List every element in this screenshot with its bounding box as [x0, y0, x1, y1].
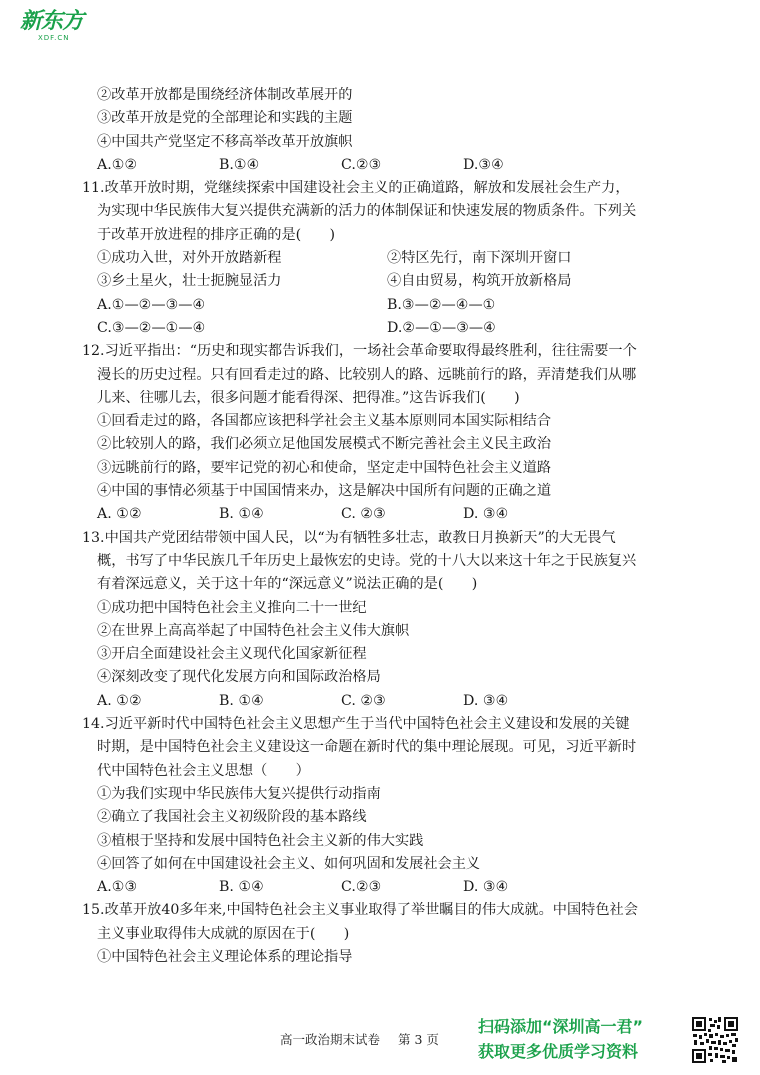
question-15: [82, 899, 697, 969]
q11-stem-line: 为实现中华民族伟大复兴提供充满新的活力的体制保证和快速发展的物质条件。下列关: [97, 203, 637, 220]
q11-stem-line: 于改革开放进程的排序正确的是( ): [97, 226, 336, 243]
q10-option-b: B.①④: [219, 156, 260, 173]
qr-code-icon[interactable]: [691, 1016, 739, 1064]
q11-items-row: [97, 270, 697, 293]
q14-stem-line: 14.习近平新时代中国特色社会主义思想产生于当代中国特色社会主义建设和发展的关键: [82, 716, 630, 733]
q11-options-row: [97, 317, 697, 340]
footer-title: 高一政治期末试卷: [280, 1032, 381, 1047]
question-11: [82, 177, 697, 340]
q11-options-row: [97, 294, 697, 317]
question-14: [82, 713, 697, 899]
q12-stem-line: 12.习近平指出：“历史和现实都告诉我们，一场社会革命要取得最终胜利，往往需要一个: [82, 343, 637, 360]
q14-option-c: C.②③: [341, 879, 382, 896]
q12-option-d: D. ③④: [463, 506, 509, 523]
footer-page-number: 第 3 页: [398, 1032, 439, 1047]
xdf-logo: [20, 10, 84, 44]
q10-item-4: ④中国共产党坚定不移高举改革开放旗帜: [97, 133, 353, 150]
q11-item-1: ①成功入世，对外开放踏新程: [97, 250, 282, 267]
q14-stem-line: 时期，是中国特色社会主义建设这一命题在新时代的集中理论展现。可见，习近平新时: [97, 739, 637, 756]
q13-option-a: A. ①②: [97, 692, 142, 709]
q14-option-d: D. ③④: [463, 879, 509, 896]
q13-stem-line: 13.中国共产党团结带领中国人民，以“为有牺牲多壮志，敢教日月换新天”的大无畏气: [82, 529, 616, 546]
q10-option-c: C.②③: [341, 156, 382, 173]
q13-options: [97, 690, 697, 713]
q14-stem-line: 代中国特色社会主义思想（ ）: [97, 762, 310, 779]
question-content: [82, 84, 697, 969]
q14-options: [97, 876, 697, 899]
page-footer: [280, 1030, 453, 1048]
q10-options: [97, 154, 697, 177]
q13-item-2: ②在世界上高高举起了中国特色社会主义伟大旗帜: [97, 622, 410, 639]
promo-line-1: 扫码添加“深圳高一君”: [478, 1017, 644, 1036]
promo-banner: [478, 1014, 688, 1064]
q12-options: [97, 503, 697, 526]
q11-items-row: [97, 247, 697, 270]
q15-stem-line: 15.改革开放40多年来,中国特色社会主义事业取得了举世瞩目的伟大成就。中国特色社会: [82, 902, 638, 919]
question-10-tail: [97, 84, 697, 177]
q13-stem-line: 有着深远意义，关于这十年的“深远意义”说法正确的是( ): [97, 576, 478, 593]
q12-stem-line: 漫长的历史过程。只有回看走过的路、比较别人的路、远眺前行的路，弄清楚我们从哪: [97, 366, 637, 383]
promo-line-2: 获取更多优质学习资料: [478, 1042, 639, 1061]
q12-option-c: C. ②③: [341, 506, 386, 523]
q12-option-b: B. ①④: [219, 506, 264, 523]
q14-item-4: ④回答了如何在中国建设社会主义、如何巩固和发展社会主义: [97, 855, 481, 872]
q13-option-d: D. ③④: [463, 692, 509, 709]
q11-item-2: ②特区先行，南下深圳开窗口: [387, 250, 572, 267]
q14-item-3: ③植根于坚持和发展中国特色社会主义新的伟大实践: [97, 832, 424, 849]
q14-item-2: ②确立了我国社会主义初级阶段的基本路线: [97, 809, 367, 826]
q11-stem-line: 11.改革开放时期，党继续探索中国建设社会主义的正确道路，解放和发展社会生产力，: [82, 180, 630, 197]
q11-item-3: ③乡土星火，壮士扼腕显活力: [97, 273, 282, 290]
q13-item-3: ③开启全面建设社会主义现代化国家新征程: [97, 646, 367, 663]
q13-item-4: ④深刻改变了现代化发展方向和国际政治格局: [97, 669, 381, 686]
q15-item-1: ①中国特色社会主义理论体系的理论指导: [97, 948, 353, 965]
q12-item-3: ③远眺前行的路，要牢记党的初心和使命，坚定走中国特色社会主义道路: [97, 459, 552, 476]
q13-item-1: ①成功把中国特色社会主义推向二十一世纪: [97, 599, 367, 616]
q11-option-d: D.②—①—③—④: [387, 319, 496, 336]
q10-option-d: D.③④: [463, 156, 504, 173]
q11-option-b: B.③—②—④—①: [387, 296, 496, 313]
q11-item-4: ④自由贸易，构筑开放新格局: [387, 273, 572, 290]
logo-text: 新东方: [20, 9, 84, 34]
q10-item-3: ③改革开放是党的全部理论和实践的主题: [97, 110, 353, 127]
q12-item-1: ①回看走过的路，各国都应该把科学社会主义基本原则同本国实际相结合: [97, 413, 552, 430]
q10-item-2: ②改革开放都是围绕经济体制改革展开的: [97, 87, 353, 103]
q11-option-c: C.③—②—①—④: [97, 319, 206, 336]
q13-stem-line: 概，书写了中华民族几千年历史上最恢宏的史诗。党的十八大以来这十年之于民族复兴: [97, 552, 637, 569]
q12-item-4: ④中国的事情必须基于中国国情来办，这是解决中国所有问题的正确之道: [97, 483, 552, 500]
q11-option-a: A.①—②—③—④: [97, 296, 206, 313]
logo-sub: XDF.CN: [38, 34, 70, 42]
q12-item-2: ②比较别人的路，我们必须立足他国发展模式不断完善社会主义民主政治: [97, 436, 552, 453]
q12-option-a: A. ①②: [97, 506, 142, 523]
q14-option-a: A.①③: [97, 879, 138, 896]
question-12: [82, 340, 697, 526]
q14-item-1: ①为我们实现中华民族伟大复兴提供行动指南: [97, 785, 381, 802]
q12-stem-line: 儿来、往哪儿去，很多问题才能看得深、把得准。”这告诉我们( ): [97, 389, 520, 406]
question-13: [82, 527, 697, 713]
q14-option-b: B. ①④: [219, 879, 264, 896]
q13-option-c: C. ②③: [341, 692, 386, 709]
q10-option-a: A.①②: [97, 156, 138, 173]
q13-option-b: B. ①④: [219, 692, 264, 709]
q15-stem-line: 主义事业取得伟大成就的原因在于( ): [97, 925, 350, 942]
